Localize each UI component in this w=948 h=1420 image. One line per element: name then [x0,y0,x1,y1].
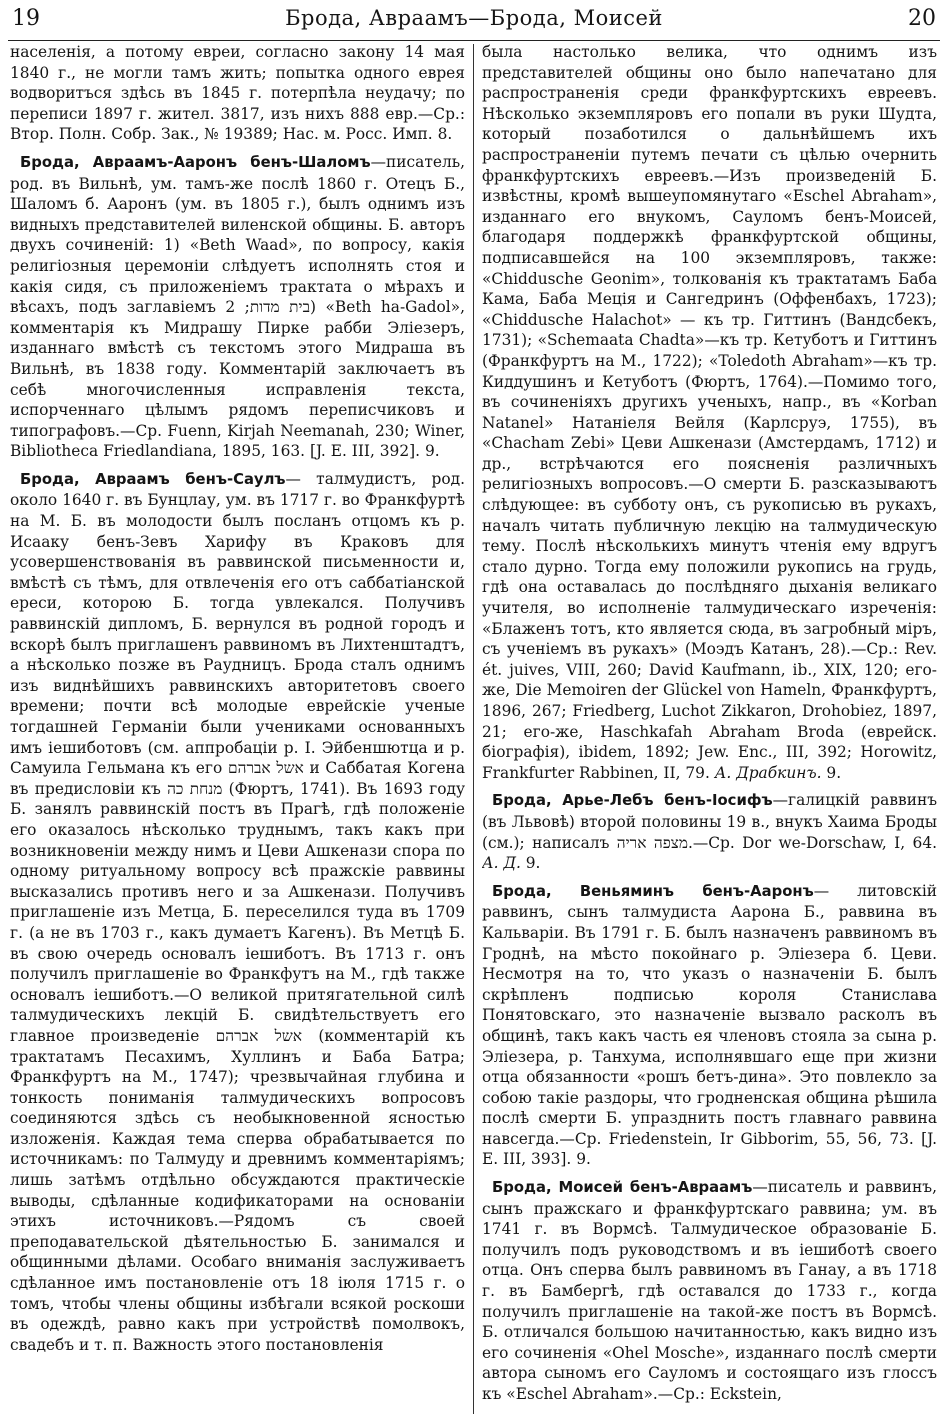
entry-moisei [482,1177,937,1405]
section-sign: 9. [576,1150,591,1169]
page-number-right: 20 [908,6,936,31]
entry-abraham-aaron [10,152,465,462]
running-title: Брода, Авраамъ—Брода, Моисей [285,6,663,30]
section-sign: 8. [437,125,453,144]
running-header [0,0,948,40]
entry-headword: Брода, Авраамъ бенъ-Саулъ [20,470,286,488]
paragraph-text: населенія, а потому евреи, согласно закону 14 мая 1840 г., не могли тамъ жить; попытка одного еврея водворитъся здѣсь въ 1845 г. потерпѣла неудачу; по переписи 1897 г. жител. 3817, изъ нихъ 888 евр.—Ср.: Втор. Полн. Собр. Зак., № 19389; Нас. м. Росс. Имп. [10,43,465,144]
entry-arie-leb [482,790,937,873]
continued-paragraph [482,42,937,783]
left-column [10,42,465,1414]
entry-veniamin [482,881,937,1170]
page-number-left: 19 [12,6,40,31]
entry-text: — талмудистъ, род. около 1640 г. въ Бунцлау, ум. въ 1717 г. во Франкфуртѣ на М. Б. въ молодости былъ посланъ отцомъ къ р. Исааку бенъ-Зевъ Харифу въ Краковъ для усовершенствованія въ раввинской письменности и, вмѣстѣ съ тѣмъ, для отвлеченія его отъ саббатіанской ереси, которою Б. тогда увлекался. Получивъ раввинскій дипломъ, Б. вернулся въ родной городъ и вскорѣ былъ приглашенъ раввиномъ въ Лихтенштадтъ, а нѣсколько позже въ Раудницъ. Брода сталъ однимъ изъ виднѣйшихъ раввинскихъ авторитетовъ своего времени; почти всѣ молодые еврейскіе ученые тогдашней Германіи были учениками основанныхъ имъ іешиботовъ (см. аппробаціи р. І. Эйбеншютца и р. Самуила Гельмана къ его אשל אברהם и Саббатая Когена въ предисловіи къ מנחת כה (Фюртъ, 1741). Въ 1693 году Б. занялъ раввинскій постъ въ Прагѣ, гдѣ положеніе его оказалось нѣсколько труднымъ, такъ какъ при возникновеніи между нимъ и Цеви Ашкенази спора по одному ритуальному вопросу всѣ пражскіе раввины высказались противъ него и за Ашкенази. Получивъ приглашеніе изъ Метца, Б. переселился туда въ 1709 г. (а не въ 1703 г., какъ думаетъ Кагенъ). Въ Метцѣ Б. въ свою очередь основалъ іешиботъ. Въ 1713 г. онъ получилъ приглашеніе во Франкфутъ на М., гдѣ также основалъ іешиботъ.—О великой притягательной силѣ талмудическихъ лекцій Б. свидѣтельствуетъ его главное произведеніе אשל אברהם (комментарій къ трактатамъ Песахимъ, Хуллинъ и Баба Батра; Франкфуртъ на М., 1747); чрезвычайная глубина и тонкость пониманія талмудическихъ вопросовъ соединяются здѣсь съ необыкновенной ясностью изложенія. Каждая тема сперва обрабатывается по источникамъ: по Талмуду и древнимъ комментаріямъ; лишь затѣмъ отдѣльно обсуждаются практическіе выводы, сдѣланные кодификаторами на основаніи этихъ источниковъ.—Рядомъ съ своей преподавательской дѣятельностью Б. занимался и общинными дѣлами. Особаго вниманія заслуживаетъ сдѣланное имъ постановленіе отъ 18 іюля 1715 г. о томъ, чтобы члены общины избѣгали всякой роскоши въ одеждѣ, равно какъ при устройствѣ помолвокъ, свадебъ и т. п. Важность этого постановленія [10,469,465,1354]
entry-headword: Брода, Арье-Лебъ бенъ-Іосифъ [492,792,773,810]
entry-text: —писатель и раввинъ, сынъ пражскаго и франкфуртскаго раввина; ум. въ 1741 г. въ Вормсѣ. Талмудическое образованіе Б. получилъ подъ руководствомъ и въ іешиботѣ своего отца. Онъ сперва былъ раввиномъ въ Ганау, а въ 1718 г. въ Бамбергѣ, гдѣ оставался до 1733 г., когда получилъ приглашеніе на такой-же постъ въ Вормсѣ. Б. отличался большою начитанностью, какъ видно изъ его сочиненія «Ohel Mosche», изданнаго послѣ смерти автора сыномъ его Сауломъ и состоящаго изъ глоссъ къ «Eschel Abraham».—Ср.: Eckstein, [482,1178,937,1403]
author-signature: А. Драбкинъ. [714,763,822,782]
entry-abraham-saul [10,469,465,1356]
right-column [482,42,937,1414]
section-sign: 9. [525,854,541,873]
entry-text: —писатель, род. въ Вильнѣ, ум. тамъ-же послѣ 1860 г. Отецъ Б., Шаломъ б. Ааронъ (ум. въ 1805 г.), былъ однимъ изъ видныхъ представителей виленской общины. Б. авторъ двухъ сочиненій: 1) «Beth Waad», по вопросу, какія религіозныя церемоніи слѣдуетъ исполнять стоя и какія сидя, съ приложеніемъ трактата о мѣрахъ и вѣсахъ, подъ заглавіемъ בית מדות; 2) «Beth ha-Gadol», комментарія къ Мидрашу Пирке рабби Эліезеръ, изданнаго вмѣстѣ съ текстомъ этого Мидраша въ Вильнѣ, въ 1838 году. Комментарій заключаетъ въ себѣ многочисленныя исправленія текста, испорченнаго цѣлымъ рядомъ переписчиковъ и типографовъ.—Ср. Fuenn, Kirjah Neemanah, 230; Winer, Bibliotheca Friedlandiana, 1895, 163. [J. E. III, 392]. [10,152,465,461]
entry-headword: Брода, Моисей бенъ-Авраамъ [492,1179,753,1197]
entry-headword: Брода, Веньяминъ бенъ-Ааронъ [492,882,814,900]
continued-paragraph [10,42,465,145]
column-divider [473,44,474,1414]
header-rule [8,40,940,41]
author-signature: А. Д. [482,854,521,873]
section-sign: 9. [826,763,842,782]
entry-headword: Брода, Авраамъ-Ааронъ бенъ-Шаломъ [20,153,371,171]
entry-text: —галицкій раввинъ (въ Львовѣ) второй половины 19 в., внукъ Хаима Броды (см.); написалъ מצפה אריה.—Ср. Dor we-Dorschaw, I, 64. [482,791,937,852]
entry-text: — литовскій раввинъ, сынъ талмудиста Аарона Б., раввина въ Кальваріи. Въ 1791 г. Б. былъ назначенъ раввиномъ въ Гроднѣ, на мѣсто покойнаго р. Эліезера б. Цеви. Несмотря на то, что указъ о назначеніи Б. былъ скрѣпленъ подписью короля Станислава Понятовскаго, это назначеніе вызвало расколъ въ общинѣ, такъ какъ часть ея членовъ стояла за сына р. Эліезера, р. Танхума, исполнявшаго еще при жизни отца обязанности «рошъ бетъ-дина». Это повлекло за собою такіе раздоры, что гродненская община рѣшила послѣ смерти Б. упразднить постъ главнаго раввина навсегда.—Ср. Friedenstein, Ir Gibborim, 55, 56, 73. [J. E. III, 393]. [482,881,937,1169]
section-sign: 9. [424,442,440,461]
paragraph-text: была настолько велика, что однимъ изъ представителей общины оно было напечатано для распространенія среди франкфуртскихъ евреевъ. Нѣсколько экземпляровъ его попали въ руки Шудта, который позаботился о дальнѣйшемъ ихъ распространеніи путемъ печати съ цѣлью очернить франкфуртскихъ евреевъ.—Изъ произведеній Б. извѣстны, кромѣ вышеупомянутаго «Eschel Abraham», изданнаго его внукомъ, Сауломъ бенъ-Моисей, благодаря поддержкѣ франкфуртской общины, подписавшейся на 100 экземпляровъ, также: «Chiddusche Geonim», толкованія къ трактатамъ Баба Кама, Баба Меція и Сангедринъ (Оффенбахъ, 1723); «Chiddusche Halachot» — къ тр. Гиттинъ (Вандсбекъ, 1731); «Schemaata Chadta»—къ тр. Кетуботъ и Гиттинъ (Франкфуртъ на М., 1722); «Toledoth Abraham»—къ тр. Киддушинъ и Кетуботъ (Фюртъ, 1764).—Помимо того, въ сочиненіяхъ другихъ ученыхъ, напр., въ «Korban Natanel» Натаніеля Вейля (Карлсруэ, 1755), въ «Chacham Zebi» Цеви Ашкенази (Амстердамъ, 1712) и др., встрѣчаются его поясненія различныхъ религіозныхъ вопросовъ.—О смерти Б. разсказываютъ слѣдующее: въ субботу онъ, съ рукописью въ рукахъ, началъ читать публичную лекцію на талмудическую тему. Послѣ нѣсколькихъ минутъ чтенія ему вдругъ стало дурно. Тогда ему положили рукопись на грудь, гдѣ она оставалась до послѣдняго дыханія великаго учителя, во исполненіе талмудическаго изреченія: «Блаженъ тотъ, кто является сюда, въ загробный міръ, съ ученіемъ въ рукахъ» (Моэдъ Катанъ, 28).—Ср.: Rev. ét. juives, VIII, 260; David Kaufmann, ib., XIX, 120; его-же, Die Memoiren der Glückel von Hameln, Франкфуртъ, 1896, 267; Friedberg, Luchot Zikkaron, Drohobiez, 1897, 21; его-же, Haschkafah Abraham Broda (еврейск. біографія), ibidem, 1892; Jew. Enc., III, 392; Horowitz, Frankfurter Rabbinen, II, 79. [482,43,937,782]
